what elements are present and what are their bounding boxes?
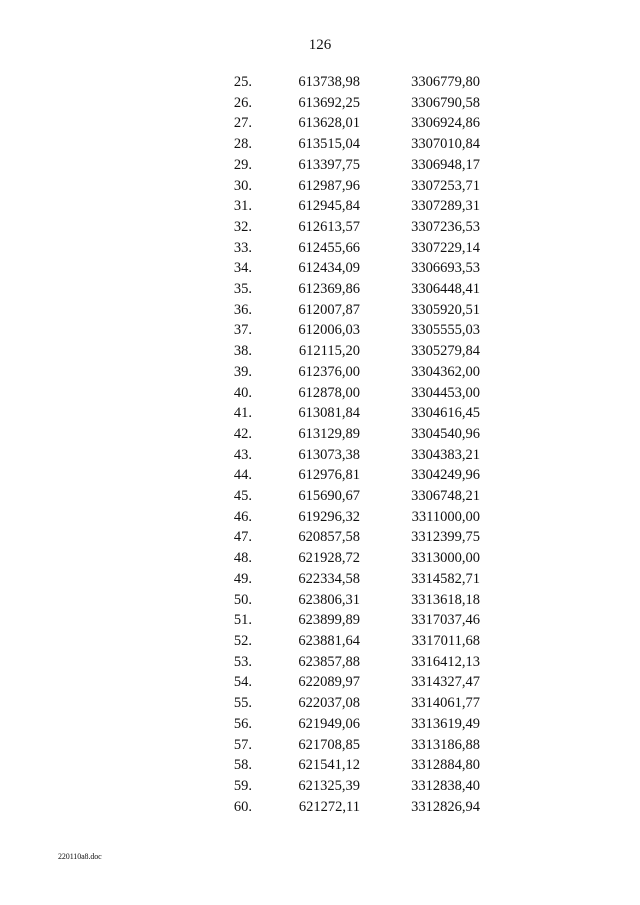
point-number: 27. — [233, 115, 252, 132]
point-number: 38. — [233, 343, 252, 360]
x-coordinate: 621325,39 — [298, 777, 360, 794]
x-coordinate: 613397,75 — [298, 156, 360, 173]
point-number: 35. — [233, 281, 252, 298]
y-coordinate: 3313186,88 — [411, 736, 480, 753]
y-coordinate: 3311000,00 — [411, 508, 480, 525]
y-coordinate: 3317037,46 — [411, 612, 480, 629]
x-coordinate: 612976,81 — [298, 467, 360, 484]
y-coordinate: 3304540,96 — [411, 425, 480, 442]
y-coordinate: 3313618,18 — [411, 591, 480, 608]
x-coordinate: 623881,64 — [298, 632, 360, 649]
x-coordinate: 612455,66 — [298, 239, 360, 256]
point-number: 54. — [233, 674, 252, 691]
point-number: 30. — [233, 177, 252, 194]
point-number: 41. — [233, 405, 252, 422]
point-number: 45. — [233, 488, 252, 505]
x-coordinate: 613515,04 — [298, 136, 360, 153]
point-number: 60. — [233, 798, 252, 815]
x-coordinate: 613081,84 — [298, 405, 360, 422]
x-coordinate: 621272,11 — [298, 798, 360, 815]
table-row — [190, 693, 480, 714]
x-coordinate: 613738,98 — [298, 74, 360, 90]
y-coordinate: 3306948,17 — [411, 156, 480, 173]
point-number: 32. — [233, 218, 252, 235]
point-number: 51. — [233, 612, 252, 629]
y-coordinate: 3307010,84 — [411, 136, 480, 153]
table-row — [190, 134, 480, 155]
table-row — [190, 486, 480, 507]
y-coordinate: 3304383,21 — [411, 446, 480, 463]
x-coordinate: 612006,03 — [298, 322, 360, 339]
point-number: 29. — [233, 156, 252, 173]
x-coordinate: 612007,87 — [298, 301, 360, 318]
y-coordinate: 3306790,58 — [411, 94, 480, 111]
y-coordinate: 3307236,53 — [411, 218, 480, 235]
x-coordinate: 615690,67 — [298, 488, 360, 505]
table-row — [190, 776, 480, 797]
point-number: 57. — [233, 736, 252, 753]
y-coordinate: 3317011,68 — [411, 632, 480, 649]
y-coordinate: 3312838,40 — [411, 777, 480, 794]
x-coordinate: 619296,32 — [298, 508, 360, 525]
y-coordinate: 3305920,51 — [411, 301, 480, 318]
x-coordinate: 622037,08 — [298, 695, 360, 712]
table-row — [190, 735, 480, 756]
x-coordinate: 623899,89 — [298, 612, 360, 629]
table-row — [190, 445, 480, 466]
x-coordinate: 621541,12 — [298, 757, 360, 774]
x-coordinate: 612434,09 — [298, 260, 360, 277]
x-coordinate: 612115,20 — [298, 343, 360, 360]
y-coordinate: 3313000,00 — [411, 550, 480, 567]
x-coordinate: 613692,25 — [298, 94, 360, 111]
footer-filename: 220110a8.doc — [58, 852, 102, 861]
table-row — [190, 755, 480, 776]
point-number: 50. — [233, 591, 252, 608]
table-row — [190, 714, 480, 735]
y-coordinate: 3306748,21 — [411, 488, 480, 505]
y-coordinate: 3305279,84 — [411, 343, 480, 360]
table-row — [190, 217, 480, 238]
point-number: 28. — [233, 136, 252, 153]
y-coordinate: 3305555,03 — [411, 322, 480, 339]
y-coordinate: 3306924,86 — [411, 115, 480, 132]
x-coordinate: 623806,31 — [298, 591, 360, 608]
table-row — [190, 383, 480, 404]
point-number: 53. — [233, 653, 252, 670]
x-coordinate: 621949,06 — [298, 715, 360, 732]
y-coordinate: 3307253,71 — [411, 177, 480, 194]
x-coordinate: 612613,57 — [298, 218, 360, 235]
y-coordinate: 3304616,45 — [411, 405, 480, 422]
x-coordinate: 613073,38 — [298, 446, 360, 463]
y-coordinate: 3304249,96 — [411, 467, 480, 484]
point-number: 46. — [233, 508, 252, 525]
x-coordinate: 612878,00 — [298, 384, 360, 401]
y-coordinate: 3314061,77 — [411, 695, 480, 712]
table-row — [190, 465, 480, 486]
point-number: 39. — [233, 363, 252, 380]
coordinates-table — [190, 72, 480, 817]
table-row — [190, 424, 480, 445]
point-number: 40. — [233, 384, 252, 401]
y-coordinate: 3306448,41 — [411, 281, 480, 298]
table-row — [190, 797, 480, 818]
point-number: 52. — [233, 632, 252, 649]
y-coordinate: 3307289,31 — [411, 198, 480, 215]
table-row — [190, 672, 480, 693]
table-row — [190, 155, 480, 176]
x-coordinate: 612376,00 — [298, 363, 360, 380]
table-row — [190, 652, 480, 673]
point-number: 33. — [233, 239, 252, 256]
y-coordinate: 3314582,71 — [411, 570, 480, 587]
point-number: 56. — [233, 715, 252, 732]
x-coordinate: 612945,84 — [298, 198, 360, 215]
y-coordinate: 3306693,53 — [411, 260, 480, 277]
point-number: 49. — [233, 570, 252, 587]
table-row — [190, 72, 480, 93]
table-row — [190, 527, 480, 548]
point-number: 55. — [233, 695, 252, 712]
point-number: 48. — [233, 550, 252, 567]
point-number: 26. — [233, 94, 252, 111]
x-coordinate: 622334,58 — [298, 570, 360, 587]
x-coordinate: 621928,72 — [298, 550, 360, 567]
table-row — [190, 631, 480, 652]
point-number: 36. — [233, 301, 252, 318]
point-number: 37. — [233, 322, 252, 339]
page-number: 126 — [308, 37, 332, 53]
y-coordinate: 3312884,80 — [411, 757, 480, 774]
x-coordinate: 623857,88 — [298, 653, 360, 670]
x-coordinate: 613628,01 — [298, 115, 360, 132]
point-number: 31. — [233, 198, 252, 215]
point-number: 44. — [233, 467, 252, 484]
table-row — [190, 93, 480, 114]
table-row — [190, 548, 480, 569]
x-coordinate: 613129,89 — [298, 425, 360, 442]
y-coordinate: 3307229,14 — [411, 239, 480, 256]
table-row — [190, 590, 480, 611]
y-coordinate: 3316412,13 — [411, 653, 480, 670]
table-row — [190, 569, 480, 590]
point-number: 25. — [233, 74, 252, 90]
table-row — [190, 176, 480, 197]
point-number: 47. — [233, 529, 252, 546]
table-row — [190, 403, 480, 424]
table-row — [190, 341, 480, 362]
y-coordinate: 3313619,49 — [411, 715, 480, 732]
y-coordinate: 3304453,00 — [411, 384, 480, 401]
x-coordinate: 612987,96 — [298, 177, 360, 194]
x-coordinate: 622089,97 — [298, 674, 360, 691]
y-coordinate: 3312826,94 — [411, 798, 480, 815]
table-row — [190, 320, 480, 341]
table-row — [190, 113, 480, 134]
table-row — [190, 279, 480, 300]
table-row — [190, 362, 480, 383]
table-row — [190, 258, 480, 279]
point-number: 34. — [233, 260, 252, 277]
table-row — [190, 196, 480, 217]
table-row — [190, 300, 480, 321]
y-coordinate: 3306779,80 — [411, 74, 480, 90]
point-number: 43. — [233, 446, 252, 463]
y-coordinate: 3304362,00 — [411, 363, 480, 380]
y-coordinate: 3312399,75 — [411, 529, 480, 546]
x-coordinate: 612369,86 — [298, 281, 360, 298]
table-row — [190, 238, 480, 259]
x-coordinate: 620857,58 — [298, 529, 360, 546]
y-coordinate: 3314327,47 — [411, 674, 480, 691]
x-coordinate: 621708,85 — [298, 736, 360, 753]
point-number: 58. — [233, 757, 252, 774]
point-number: 42. — [233, 425, 252, 442]
point-number: 59. — [233, 777, 252, 794]
table-row — [190, 610, 480, 631]
table-row — [190, 507, 480, 528]
coordinates-table-body — [190, 72, 480, 817]
